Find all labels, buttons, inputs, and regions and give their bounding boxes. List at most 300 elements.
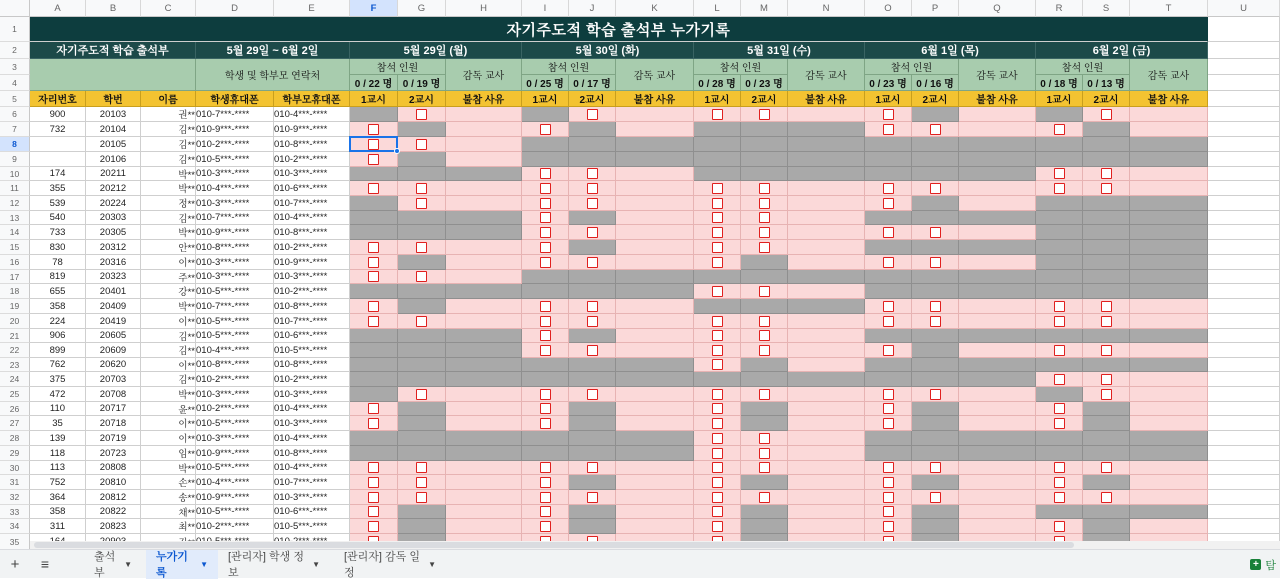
name-cell[interactable] [141, 372, 196, 387]
period1-cell[interactable] [522, 107, 569, 122]
absence-reason-cell[interactable] [788, 461, 865, 475]
absence-reason-cell[interactable] [1130, 240, 1208, 255]
period1-cell[interactable] [350, 167, 398, 181]
period2-cell[interactable] [398, 152, 446, 167]
student-phone-cell[interactable] [196, 358, 274, 372]
period2-cell[interactable] [912, 446, 959, 461]
row-header[interactable]: 29 [0, 446, 30, 461]
period1-cell[interactable] [865, 299, 912, 314]
cell[interactable] [1208, 225, 1280, 240]
period1-cell[interactable] [1036, 240, 1083, 255]
absence-reason-cell[interactable] [616, 167, 694, 181]
period1-cell[interactable] [694, 255, 741, 270]
name-cell[interactable] [141, 137, 196, 152]
name-cell[interactable] [141, 329, 196, 343]
absence-reason-cell[interactable] [959, 255, 1036, 270]
period2-cell[interactable] [398, 446, 446, 461]
checkbox[interactable] [368, 477, 379, 488]
seat-cell[interactable] [30, 358, 86, 372]
absence-reason-cell[interactable] [1130, 299, 1208, 314]
period2-cell[interactable] [569, 122, 616, 137]
checkbox[interactable] [540, 418, 551, 429]
period2-cell[interactable] [912, 329, 959, 343]
seat-cell[interactable] [30, 122, 86, 137]
checkbox[interactable] [883, 257, 894, 268]
explore-button[interactable]: + 탐 [1250, 550, 1280, 579]
cell[interactable] [1208, 358, 1280, 372]
absence-reason-cell[interactable] [959, 358, 1036, 372]
absence-reason-cell[interactable] [788, 122, 865, 137]
absence-reason-cell[interactable] [959, 461, 1036, 475]
day-header[interactable] [522, 42, 694, 59]
period2-cell[interactable] [912, 461, 959, 475]
absence-reason-cell[interactable] [788, 387, 865, 402]
parent-phone-cell[interactable] [274, 402, 350, 416]
period1-cell[interactable] [522, 519, 569, 534]
period1-cell[interactable] [350, 343, 398, 358]
checkbox[interactable] [759, 109, 770, 120]
absence-reason-cell[interactable] [788, 211, 865, 225]
period2-cell[interactable] [398, 314, 446, 329]
checkbox[interactable] [1101, 345, 1112, 356]
select-all-corner[interactable] [0, 0, 30, 17]
row-header[interactable]: 32 [0, 490, 30, 505]
student-phone-cell[interactable] [196, 314, 274, 329]
absence-reason-cell[interactable] [1130, 490, 1208, 505]
student-phone-cell[interactable] [196, 446, 274, 461]
period1-header[interactable] [350, 91, 398, 107]
absence-reason-cell[interactable] [446, 314, 522, 329]
period1-cell[interactable] [694, 519, 741, 534]
period1-cell[interactable] [865, 343, 912, 358]
cell[interactable] [1208, 505, 1280, 519]
checkbox[interactable] [759, 345, 770, 356]
student-phone-cell[interactable] [196, 255, 274, 270]
absence-reason-cell[interactable] [1130, 225, 1208, 240]
parent-phone-cell[interactable] [274, 299, 350, 314]
absence-reason-cell[interactable] [788, 314, 865, 329]
absence-reason-cell[interactable] [616, 284, 694, 299]
absence-reason-cell[interactable] [446, 196, 522, 211]
cell[interactable] [1208, 446, 1280, 461]
absence-reason-cell[interactable] [1130, 416, 1208, 431]
absence-reason-cell[interactable] [446, 107, 522, 122]
checkbox[interactable] [930, 227, 941, 238]
checkbox[interactable] [416, 271, 427, 282]
period2-cell[interactable] [398, 137, 446, 152]
checkbox[interactable] [540, 506, 551, 517]
period1-cell[interactable] [1036, 196, 1083, 211]
checkbox[interactable] [712, 198, 723, 209]
period2-cell[interactable] [741, 270, 788, 284]
absence-reason-cell[interactable] [788, 270, 865, 284]
period1-cell[interactable] [522, 299, 569, 314]
supervisor-header[interactable] [788, 59, 865, 91]
period2-cell[interactable] [1083, 475, 1130, 490]
checkbox[interactable] [416, 477, 427, 488]
period1-cell[interactable] [522, 122, 569, 137]
checkbox[interactable] [1101, 109, 1112, 120]
parent-phone-cell[interactable] [274, 284, 350, 299]
date-range-cell[interactable] [196, 42, 350, 59]
period1-cell[interactable] [1036, 299, 1083, 314]
period1-cell[interactable] [350, 270, 398, 284]
absence-reason-cell[interactable] [1130, 167, 1208, 181]
attend-count-header[interactable] [865, 59, 959, 75]
cell[interactable] [1208, 91, 1280, 107]
absence-reason-cell[interactable] [959, 225, 1036, 240]
period1-cell[interactable] [522, 240, 569, 255]
supervisor-header[interactable] [446, 59, 522, 91]
period2-cell[interactable] [741, 314, 788, 329]
absence-reason-cell[interactable] [446, 137, 522, 152]
checkbox[interactable] [712, 433, 723, 444]
student-no-cell[interactable] [86, 402, 141, 416]
parent-phone-header[interactable] [274, 91, 350, 107]
checkbox[interactable] [712, 183, 723, 194]
period1-cell[interactable] [1036, 519, 1083, 534]
checkbox[interactable] [1101, 183, 1112, 194]
row-header[interactable]: 21 [0, 329, 30, 343]
parent-phone-cell[interactable] [274, 416, 350, 431]
parent-phone-cell[interactable] [274, 329, 350, 343]
period2-cell[interactable] [569, 505, 616, 519]
period2-cell[interactable] [398, 461, 446, 475]
period2-cell[interactable] [398, 196, 446, 211]
student-phone-cell[interactable] [196, 225, 274, 240]
period1-cell[interactable] [1036, 461, 1083, 475]
period1-cell[interactable] [350, 431, 398, 446]
period2-cell[interactable] [1083, 329, 1130, 343]
cell[interactable] [1208, 402, 1280, 416]
checkbox[interactable] [712, 242, 723, 253]
row-header[interactable]: 30 [0, 461, 30, 475]
period2-cell[interactable] [912, 196, 959, 211]
period1-count[interactable] [694, 75, 741, 91]
checkbox[interactable] [540, 198, 551, 209]
period1-cell[interactable] [1036, 181, 1083, 196]
row-header[interactable]: 6 [0, 107, 30, 122]
checkbox[interactable] [540, 183, 551, 194]
period1-count[interactable] [1036, 75, 1083, 91]
period1-cell[interactable] [522, 505, 569, 519]
period1-cell[interactable] [694, 284, 741, 299]
period2-header[interactable] [912, 91, 959, 107]
absence-reason-cell[interactable] [1130, 446, 1208, 461]
seat-cell[interactable] [30, 107, 86, 122]
absence-reason-cell[interactable] [788, 299, 865, 314]
checkbox[interactable] [759, 330, 770, 341]
absence-reason-cell[interactable] [1130, 329, 1208, 343]
student-phone-cell[interactable] [196, 211, 274, 225]
period2-cell[interactable] [741, 358, 788, 372]
period2-cell[interactable] [398, 240, 446, 255]
checkbox[interactable] [540, 301, 551, 312]
cell[interactable] [1208, 255, 1280, 270]
sheet-tab-누가기록[interactable]: 누가기록 ▼ [146, 550, 218, 579]
cell[interactable] [1208, 196, 1280, 211]
absence-reason-cell[interactable] [959, 372, 1036, 387]
checkbox[interactable] [587, 389, 598, 400]
absence-reason-cell[interactable] [959, 299, 1036, 314]
checkbox[interactable] [1054, 403, 1065, 414]
period2-cell[interactable] [1083, 270, 1130, 284]
cell[interactable] [1208, 167, 1280, 181]
period1-cell[interactable] [694, 122, 741, 137]
day-header[interactable] [694, 42, 865, 59]
parent-phone-cell[interactable] [274, 446, 350, 461]
period1-cell[interactable] [694, 137, 741, 152]
row-header[interactable]: 31 [0, 475, 30, 490]
period1-cell[interactable] [350, 211, 398, 225]
checkbox[interactable] [368, 139, 379, 150]
column-header-R[interactable]: R [1036, 0, 1083, 17]
period1-cell[interactable] [1036, 490, 1083, 505]
period2-cell[interactable] [569, 255, 616, 270]
period2-cell[interactable] [1083, 255, 1130, 270]
checkbox[interactable] [759, 198, 770, 209]
period2-cell[interactable] [1083, 358, 1130, 372]
period1-count[interactable] [350, 75, 398, 91]
name-header[interactable] [141, 91, 196, 107]
absence-reason-cell[interactable] [446, 446, 522, 461]
period2-cell[interactable] [912, 270, 959, 284]
period1-cell[interactable] [1036, 211, 1083, 225]
period2-cell[interactable] [398, 167, 446, 181]
column-header-M[interactable]: M [741, 0, 788, 17]
absence-reason-cell[interactable] [446, 519, 522, 534]
period1-cell[interactable] [865, 475, 912, 490]
checkbox[interactable] [712, 521, 723, 532]
period2-cell[interactable] [569, 475, 616, 490]
absence-reason-cell[interactable] [959, 387, 1036, 402]
sheet-title[interactable] [30, 17, 1208, 42]
period2-cell[interactable] [398, 284, 446, 299]
period1-cell[interactable] [1036, 107, 1083, 122]
period2-count[interactable] [569, 75, 616, 91]
period1-cell[interactable] [1036, 416, 1083, 431]
period2-cell[interactable] [912, 181, 959, 196]
period2-cell[interactable] [741, 475, 788, 490]
row-header[interactable]: 8 [0, 137, 30, 152]
absence-reason-cell[interactable] [446, 284, 522, 299]
period2-cell[interactable] [1083, 314, 1130, 329]
checkbox[interactable] [1101, 389, 1112, 400]
student-phone-header[interactable] [196, 91, 274, 107]
student-no-cell[interactable] [86, 446, 141, 461]
attend-count-header[interactable] [350, 59, 446, 75]
checkbox[interactable] [883, 477, 894, 488]
absence-reason-cell[interactable] [788, 167, 865, 181]
student-no-header[interactable] [86, 91, 141, 107]
cell[interactable] [1208, 211, 1280, 225]
student-no-cell[interactable] [86, 372, 141, 387]
checkbox[interactable] [759, 212, 770, 223]
absence-reason-cell[interactable] [959, 519, 1036, 534]
period2-cell[interactable] [569, 167, 616, 181]
checkbox[interactable] [416, 198, 427, 209]
checkbox[interactable] [540, 462, 551, 473]
absence-reason-cell[interactable] [616, 519, 694, 534]
period1-cell[interactable] [522, 343, 569, 358]
period1-cell[interactable] [1036, 505, 1083, 519]
checkbox[interactable] [368, 462, 379, 473]
absence-reason-cell[interactable] [446, 167, 522, 181]
period2-cell[interactable] [912, 505, 959, 519]
period2-cell[interactable] [741, 446, 788, 461]
period2-cell[interactable] [1083, 490, 1130, 505]
attend-count-header[interactable] [1036, 59, 1130, 75]
student-no-cell[interactable] [86, 255, 141, 270]
row-header[interactable]: 2 [0, 42, 30, 59]
checkbox[interactable] [416, 139, 427, 150]
period1-cell[interactable] [865, 416, 912, 431]
checkbox[interactable] [540, 227, 551, 238]
absence-reason-cell[interactable] [1130, 314, 1208, 329]
parent-phone-cell[interactable] [274, 475, 350, 490]
row-header[interactable]: 26 [0, 402, 30, 416]
absence-reason-cell[interactable] [788, 284, 865, 299]
student-no-cell[interactable] [86, 167, 141, 181]
period1-cell[interactable] [694, 181, 741, 196]
absence-reason-cell[interactable] [788, 181, 865, 196]
absence-reason-cell[interactable] [1130, 107, 1208, 122]
period2-cell[interactable] [569, 519, 616, 534]
period2-cell[interactable] [912, 225, 959, 240]
period1-cell[interactable] [350, 122, 398, 137]
absence-reason-cell[interactable] [1130, 372, 1208, 387]
period2-cell[interactable] [1083, 152, 1130, 167]
period1-cell[interactable] [1036, 225, 1083, 240]
student-phone-cell[interactable] [196, 416, 274, 431]
parent-phone-cell[interactable] [274, 181, 350, 196]
period2-cell[interactable] [398, 181, 446, 196]
checkbox[interactable] [416, 183, 427, 194]
checkbox[interactable] [540, 316, 551, 327]
absence-reason-cell[interactable] [788, 505, 865, 519]
name-cell[interactable] [141, 284, 196, 299]
period2-cell[interactable] [569, 490, 616, 505]
period1-cell[interactable] [1036, 372, 1083, 387]
student-no-cell[interactable] [86, 211, 141, 225]
checkbox[interactable] [712, 448, 723, 459]
seat-cell[interactable] [30, 372, 86, 387]
checkbox[interactable] [883, 316, 894, 327]
absence-reason-cell[interactable] [959, 122, 1036, 137]
period2-cell[interactable] [741, 122, 788, 137]
period1-header[interactable] [1036, 91, 1083, 107]
period1-cell[interactable] [1036, 329, 1083, 343]
checkbox[interactable] [883, 403, 894, 414]
absence-reason-cell[interactable] [1130, 402, 1208, 416]
absence-reason-cell[interactable] [1130, 505, 1208, 519]
cell[interactable] [1208, 75, 1280, 91]
parent-phone-cell[interactable] [274, 387, 350, 402]
seat-cell[interactable] [30, 240, 86, 255]
column-header-K[interactable]: K [616, 0, 694, 17]
absence-reason-cell[interactable] [959, 314, 1036, 329]
period2-cell[interactable] [569, 240, 616, 255]
period1-cell[interactable] [865, 402, 912, 416]
period1-cell[interactable] [350, 107, 398, 122]
checkbox[interactable] [368, 506, 379, 517]
absence-reason-cell[interactable] [616, 211, 694, 225]
day-header[interactable] [865, 42, 1036, 59]
period2-cell[interactable] [741, 461, 788, 475]
checkbox[interactable] [712, 389, 723, 400]
column-header-U[interactable]: U [1208, 0, 1280, 17]
student-no-cell[interactable] [86, 137, 141, 152]
row-header[interactable]: 35 [0, 534, 30, 550]
checkbox[interactable] [712, 227, 723, 238]
absence-reason-cell[interactable] [616, 329, 694, 343]
cell[interactable] [1208, 490, 1280, 505]
absence-reason-cell[interactable] [616, 372, 694, 387]
absence-reason-cell[interactable] [1130, 461, 1208, 475]
name-cell[interactable] [141, 505, 196, 519]
period1-cell[interactable] [1036, 431, 1083, 446]
absence-header[interactable] [446, 91, 522, 107]
student-phone-cell[interactable] [196, 196, 274, 211]
period1-cell[interactable] [350, 387, 398, 402]
period1-count[interactable] [522, 75, 569, 91]
checkbox[interactable] [1054, 345, 1065, 356]
period2-cell[interactable] [1083, 461, 1130, 475]
period2-cell[interactable] [1083, 431, 1130, 446]
absence-reason-cell[interactable] [616, 181, 694, 196]
student-phone-cell[interactable] [196, 329, 274, 343]
period2-cell[interactable] [1083, 446, 1130, 461]
period1-cell[interactable] [350, 329, 398, 343]
row-header[interactable]: 4 [0, 75, 30, 91]
period1-cell[interactable] [522, 402, 569, 416]
period1-cell[interactable] [694, 211, 741, 225]
checkbox[interactable] [883, 345, 894, 356]
absence-reason-cell[interactable] [788, 402, 865, 416]
student-no-cell[interactable] [86, 358, 141, 372]
period1-cell[interactable] [350, 505, 398, 519]
period2-cell[interactable] [912, 152, 959, 167]
checkbox[interactable] [930, 124, 941, 135]
checkbox[interactable] [1054, 168, 1065, 179]
absence-reason-cell[interactable] [959, 329, 1036, 343]
checkbox[interactable] [759, 389, 770, 400]
seat-cell[interactable] [30, 387, 86, 402]
period1-cell[interactable] [865, 519, 912, 534]
student-no-cell[interactable] [86, 196, 141, 211]
student-phone-cell[interactable] [196, 387, 274, 402]
column-header-Q[interactable]: Q [959, 0, 1036, 17]
period2-cell[interactable] [1083, 505, 1130, 519]
student-no-cell[interactable] [86, 475, 141, 490]
seat-cell[interactable] [30, 519, 86, 534]
absence-reason-cell[interactable] [959, 431, 1036, 446]
row-header[interactable]: 12 [0, 196, 30, 211]
supervisor-header[interactable] [616, 59, 694, 91]
period1-cell[interactable] [865, 270, 912, 284]
period2-cell[interactable] [398, 270, 446, 284]
absence-reason-cell[interactable] [959, 196, 1036, 211]
seat-cell[interactable] [30, 211, 86, 225]
absence-reason-cell[interactable] [788, 107, 865, 122]
period1-cell[interactable] [694, 358, 741, 372]
checkbox[interactable] [759, 286, 770, 297]
checkbox[interactable] [759, 462, 770, 473]
seat-cell[interactable] [30, 270, 86, 284]
absence-reason-cell[interactable] [1130, 343, 1208, 358]
period2-cell[interactable] [1083, 519, 1130, 534]
absence-reason-cell[interactable] [788, 475, 865, 490]
